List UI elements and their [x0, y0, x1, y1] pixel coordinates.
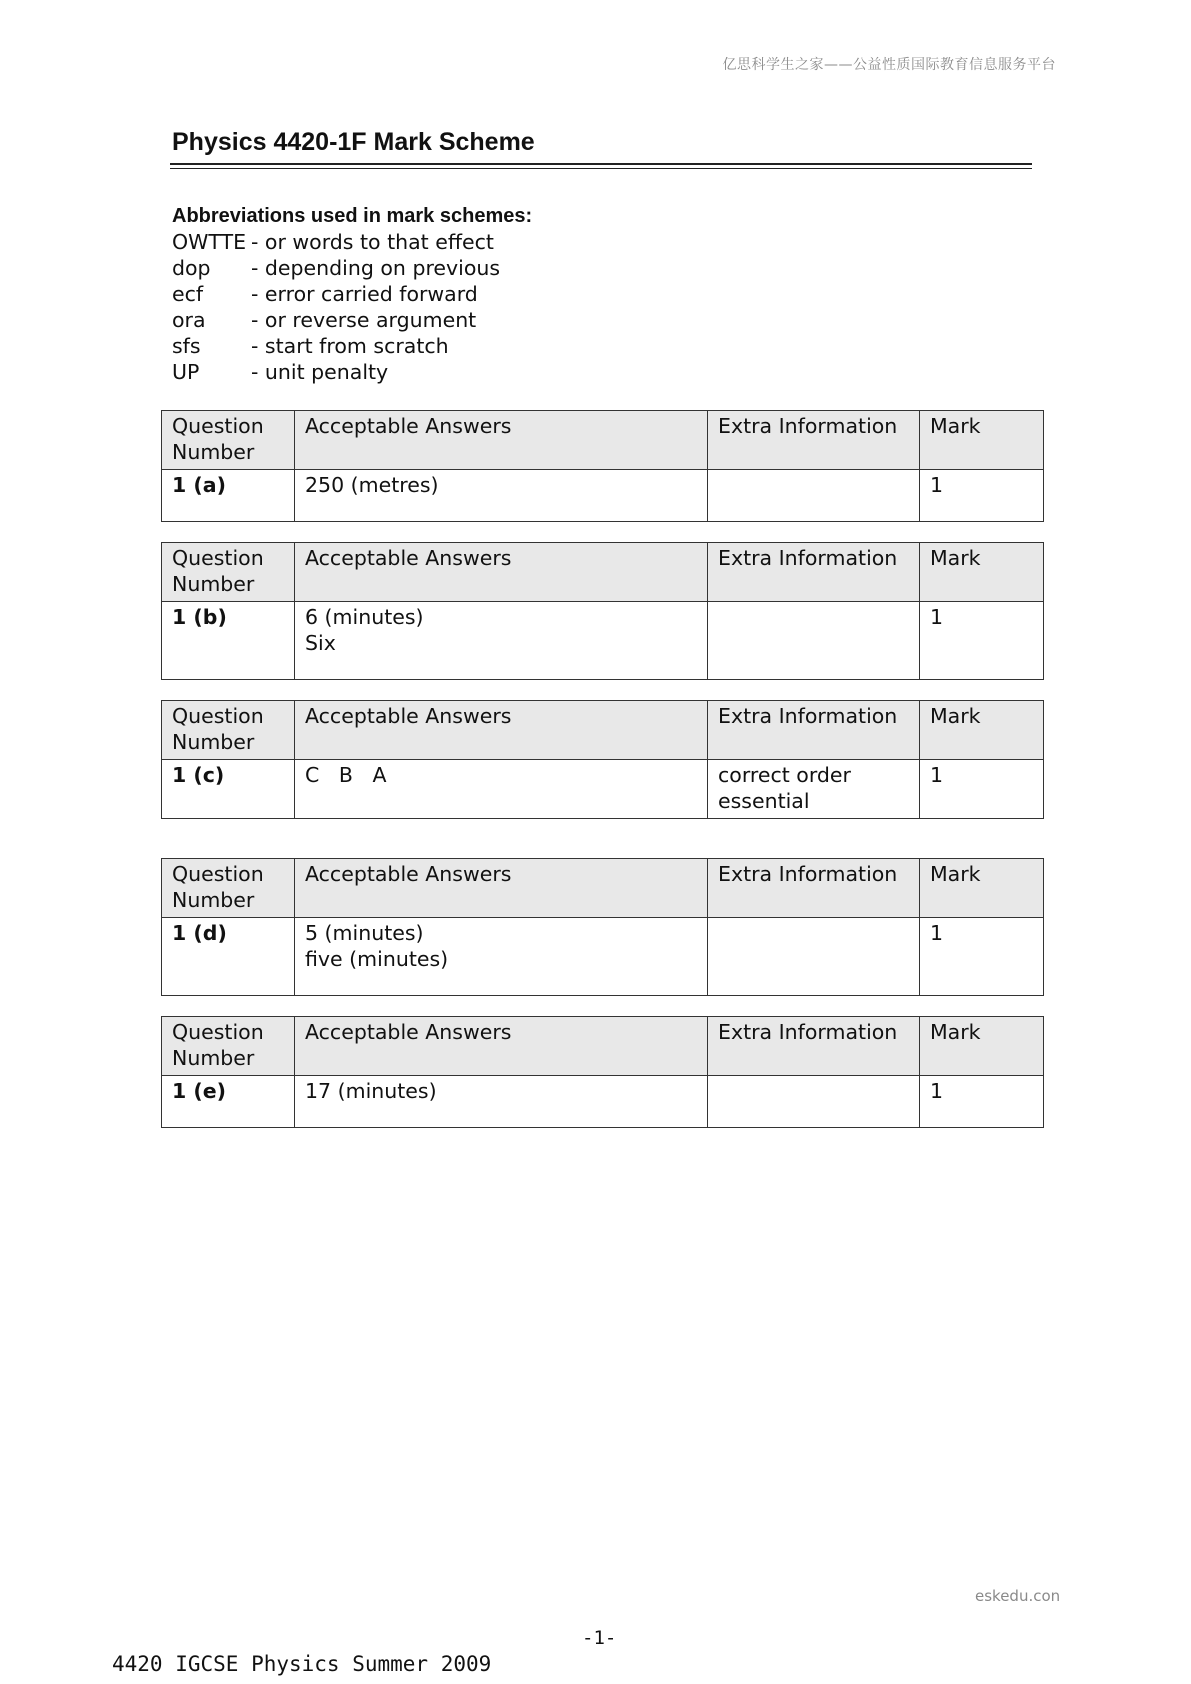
abbreviation-code: UP: [172, 360, 200, 384]
table-row: [162, 602, 1044, 680]
extra-information: [708, 918, 920, 996]
abbreviation-meaning: - or words to that effect: [251, 230, 494, 254]
header-question-number: Question Number: [162, 859, 295, 918]
extra-information: [708, 470, 920, 522]
abbreviation-code: sfs: [172, 334, 201, 358]
header-acceptable-answers: Acceptable Answers: [295, 701, 708, 760]
header-extra-information: Extra Information: [708, 411, 920, 470]
table-header-row: [162, 859, 1044, 918]
acceptable-answer: C B A: [295, 760, 708, 819]
abbreviation-meaning: - or reverse argument: [251, 308, 477, 332]
acceptable-answer: 5 (minutes) five (minutes): [295, 918, 708, 996]
header-extra-information: Extra Information: [708, 701, 920, 760]
mark-value: 1: [920, 602, 1044, 680]
mark-value: 1: [920, 470, 1044, 522]
abbreviation-code: OWTTE: [172, 230, 247, 254]
mark-table-1d: [161, 858, 1044, 996]
abbreviation-item: [172, 281, 500, 307]
table-header-row: [162, 701, 1044, 760]
abbreviation-code: ora: [172, 308, 206, 332]
page-number: -1-: [582, 1627, 617, 1649]
page-footer: 4420 IGCSE Physics Summer 2009: [112, 1652, 492, 1676]
table-header-row: [162, 543, 1044, 602]
mark-value: 1: [920, 1076, 1044, 1128]
header-mark: Mark: [920, 411, 1044, 470]
mark-table-1b: [161, 542, 1044, 680]
extra-information: [708, 602, 920, 680]
abbreviations-list: [172, 229, 500, 385]
header-extra-information: Extra Information: [708, 1017, 920, 1076]
table-row: [162, 1076, 1044, 1128]
mark-table-1a: [161, 410, 1044, 522]
header-mark: Mark: [920, 1017, 1044, 1076]
header-question-number: Question Number: [162, 701, 295, 760]
abbreviation-item: [172, 255, 500, 281]
abbreviation-item: [172, 229, 500, 255]
title-divider: [170, 163, 1032, 169]
acceptable-answer: 6 (minutes) Six: [295, 602, 708, 680]
header-acceptable-answers: Acceptable Answers: [295, 543, 708, 602]
mark-value: 1: [920, 918, 1044, 996]
header-acceptable-answers: Acceptable Answers: [295, 859, 708, 918]
header-question-number: Question Number: [162, 411, 295, 470]
header-question-number: Question Number: [162, 1017, 295, 1076]
header-extra-information: Extra Information: [708, 859, 920, 918]
abbreviation-item: [172, 359, 500, 385]
question-number: 1 (d): [162, 918, 295, 996]
table-header-row: [162, 1017, 1044, 1076]
header-mark: Mark: [920, 543, 1044, 602]
question-number: 1 (b): [162, 602, 295, 680]
abbreviation-meaning: - unit penalty: [251, 360, 389, 384]
abbreviation-code: ecf: [172, 282, 204, 306]
page-title: Physics 4420-1F Mark Scheme: [172, 128, 535, 156]
table-row: [162, 760, 1044, 819]
abbreviation-meaning: - depending on previous: [251, 256, 501, 280]
mark-table-1c: [161, 700, 1044, 819]
header-mark: Mark: [920, 859, 1044, 918]
mark-value: 1: [920, 760, 1044, 819]
abbreviation-item: [172, 307, 500, 333]
header-acceptable-answers: Acceptable Answers: [295, 411, 708, 470]
question-number: 1 (c): [162, 760, 295, 819]
table-row: [162, 470, 1044, 522]
header-extra-information: Extra Information: [708, 543, 920, 602]
extra-information: correct order essential: [708, 760, 920, 819]
question-number: 1 (e): [162, 1076, 295, 1128]
acceptable-answer: 17 (minutes): [295, 1076, 708, 1128]
abbreviation-code: dop: [172, 256, 211, 280]
mark-table-1e: [161, 1016, 1044, 1128]
watermark-text: 亿思科学生之家——公益性质国际教育信息服务平台: [722, 57, 1056, 73]
table-row: [162, 918, 1044, 996]
extra-information: [708, 1076, 920, 1128]
abbreviation-meaning: - start from scratch: [251, 334, 449, 358]
site-watermark: eskedu.con: [975, 1587, 1061, 1605]
header-acceptable-answers: Acceptable Answers: [295, 1017, 708, 1076]
abbreviations-heading: Abbreviations used in mark schemes:: [172, 205, 533, 227]
abbreviation-item: [172, 333, 500, 359]
header-question-number: Question Number: [162, 543, 295, 602]
question-number: 1 (a): [162, 470, 295, 522]
acceptable-answer: 250 (metres): [295, 470, 708, 522]
table-header-row: [162, 411, 1044, 470]
header-mark: Mark: [920, 701, 1044, 760]
abbreviation-meaning: - error carried forward: [251, 282, 478, 306]
